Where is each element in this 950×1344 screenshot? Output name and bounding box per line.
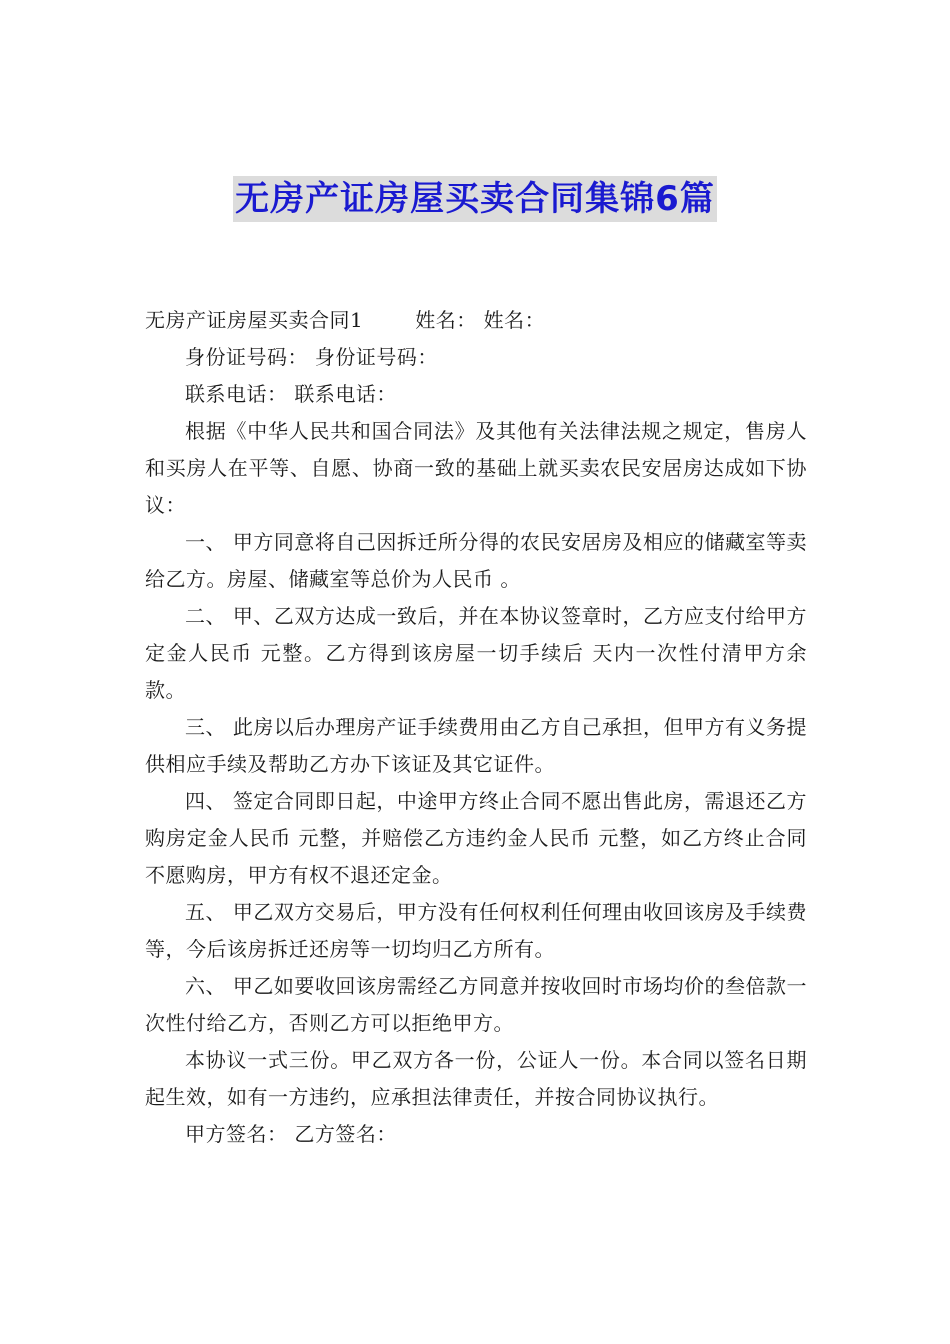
closing-paragraph: 本协议一式三份。甲乙双方各一份，公证人一份。本合同以签名日期起生效，如有一方违约，应承担法律责任，并按合同协议执行。 xyxy=(145,1048,807,1109)
clause-2: 二、 甲、乙双方达成一致后，并在本协议签章时，乙方应支付给甲方定金人民币 元整。乙方得到该房屋一切手续后 天内一次性付清甲方余款。 xyxy=(145,604,807,702)
clause-4: 四、 签定合同即日起，中途甲方终止合同不愿出售此房，需退还乙方购房定金人民币 元整，并赔偿乙方违约金人民币 元整，如乙方终止合同不愿购房，甲方有权不退还定金。 xyxy=(145,789,807,887)
clause-5: 五、 甲乙双方交易后，甲方没有任何权利任何理由收回该房及手续费等，今后该房拆迁还房等一切均归乙方所有。 xyxy=(145,900,807,961)
clause-3: 三、 此房以后办理房产证手续费用由乙方自己承担，但甲方有义务提供相应手续及帮助乙方办下该证及其它证件。 xyxy=(145,715,807,776)
signature-line: 甲方签名： 乙方签名： xyxy=(185,1122,397,1146)
contract-heading-line xyxy=(145,302,807,339)
document-body xyxy=(145,302,807,1153)
title-container xyxy=(0,176,950,222)
phone-line: 联系电话： 联系电话： xyxy=(185,382,397,406)
paragraph-preamble: 根据《中华人民共和国合同法》及其他有关法律法规之规定，售房人和买房人在平等、自愿、协商一致的基础上就买卖农民安居房达成如下协议： xyxy=(145,419,807,517)
contract-name: 无房产证房屋买卖合同1 xyxy=(145,308,364,332)
clause-6: 六、 甲乙如要收回该房需经乙方同意并按收回时市场均价的叁倍款一次性付给乙方，否则乙方可以拒绝甲方。 xyxy=(145,974,807,1035)
id-number-line: 身份证号码： 身份证号码： xyxy=(185,345,438,369)
document-title: 无房产证房屋买卖合同集锦6篇 xyxy=(233,176,717,222)
name-fields: 姓名： 姓名： xyxy=(415,308,546,332)
clause-1: 一、 甲方同意将自己因拆迁所分得的农民安居房及相应的储藏室等卖给乙方。房屋、储藏室等总价为人民币 。 xyxy=(145,530,807,591)
